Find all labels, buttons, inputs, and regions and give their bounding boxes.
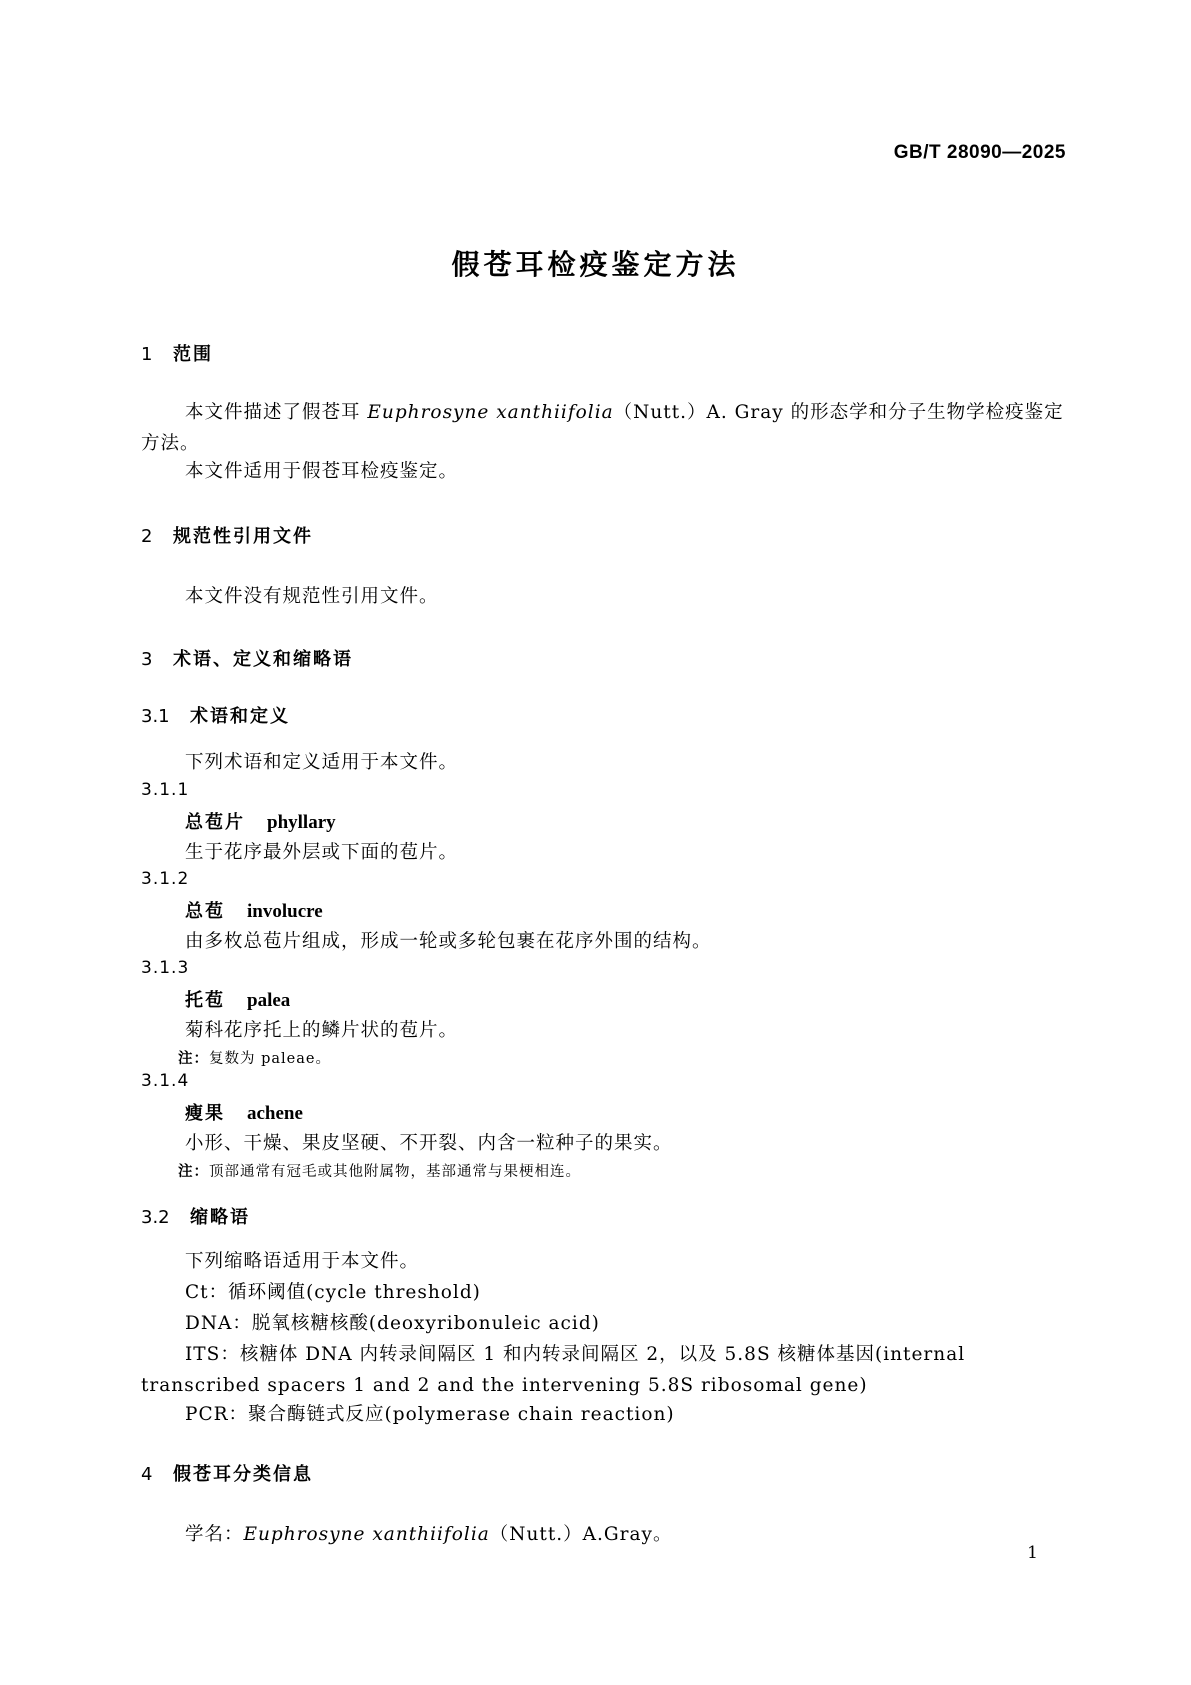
section-3-1-heading	[141, 702, 290, 728]
term-number: 3.1.2	[141, 869, 190, 889]
page-number: 1	[1027, 1543, 1038, 1563]
species-name: Euphrosyne xanthiifolia	[243, 1524, 490, 1545]
section-3-2-intro: 下列缩略语适用于本文件。	[185, 1251, 420, 1272]
standard-code: GB/T 28090—2025	[893, 142, 1066, 163]
term-note: 注：复数为 paleae。	[178, 1051, 331, 1067]
section-1-title: 范围	[173, 344, 213, 365]
species-name: Euphrosyne xanthiifolia	[367, 402, 614, 423]
abbreviation-item: ITS：核糖体 DNA 内转录间隔区 1 和内转录间隔区 2，以及 5.8S 核糖体基因(internal transcribed spacers 1 and 2 and the intervening 5.8S ribosomal gene)	[141, 1344, 966, 1396]
term-number: 3.1.3	[141, 958, 190, 978]
section-2-number: 2	[141, 526, 153, 547]
term-heading: 瘦果 achene	[185, 1103, 303, 1124]
section-1-heading	[141, 340, 213, 366]
section-1-paragraph-2: 本文件适用于假苍耳检疫鉴定。	[185, 461, 459, 482]
term-heading: 总苞片 phyllary	[185, 812, 336, 833]
abbreviation-item: PCR：聚合酶链式反应(polymerase chain reaction)	[185, 1404, 675, 1425]
section-3-2-heading	[141, 1203, 250, 1229]
term-heading: 托苞 palea	[185, 990, 291, 1011]
term-heading: 总苞 involucre	[185, 901, 323, 922]
term-definition: 由多枚总苞片组成，形成一轮或多轮包裹在花序外围的结构。	[185, 931, 712, 952]
section-2-heading	[141, 522, 313, 548]
section-3-1-title: 术语和定义	[190, 706, 290, 727]
document-title: 假苍耳检疫鉴定方法	[451, 248, 740, 281]
section-4-heading	[141, 1460, 313, 1486]
section-3-heading	[141, 645, 353, 671]
term-definition: 生于花序最外层或下面的苞片。	[185, 842, 459, 863]
section-3-2-number: 3.2	[141, 1207, 170, 1228]
term-definition: 小形、干燥、果皮坚硬、不开裂、内含一粒种子的果实。	[185, 1133, 673, 1154]
section-2-paragraph-1: 本文件没有规范性引用文件。	[185, 586, 439, 607]
section-2-title: 规范性引用文件	[173, 526, 313, 547]
section-3-title: 术语、定义和缩略语	[173, 649, 353, 670]
abbreviation-item: DNA：脱氧核糖核酸(deoxyribonuleic acid)	[185, 1313, 600, 1334]
section-4-title: 假苍耳分类信息	[173, 1464, 313, 1485]
section-1-number: 1	[141, 344, 153, 365]
section-3-1-intro: 下列术语和定义适用于本文件。	[185, 752, 459, 773]
term-number: 3.1.1	[141, 780, 190, 800]
section-3-number: 3	[141, 649, 153, 670]
term-definition: 菊科花序托上的鳞片状的苞片。	[185, 1020, 459, 1041]
abbreviation-item: Ct：循环阈值(cycle threshold)	[185, 1282, 481, 1303]
section-4-number: 4	[141, 1464, 153, 1485]
term-number: 3.1.4	[141, 1071, 190, 1091]
section-4-paragraph-1: 学名：Euphrosyne xanthiifolia（Nutt.）A.Gray。	[185, 1524, 673, 1545]
term-note: 注：顶部通常有冠毛或其他附属物，基部通常与果梗相连。	[178, 1164, 581, 1180]
section-3-1-number: 3.1	[141, 706, 170, 727]
section-3-2-title: 缩略语	[190, 1207, 250, 1228]
section-1-paragraph-1: 本文件描述了假苍耳 Euphrosyne xanthiifolia（Nutt.）A. Gray 的形态学和分子生物学检疫鉴定方法。	[141, 402, 1064, 454]
